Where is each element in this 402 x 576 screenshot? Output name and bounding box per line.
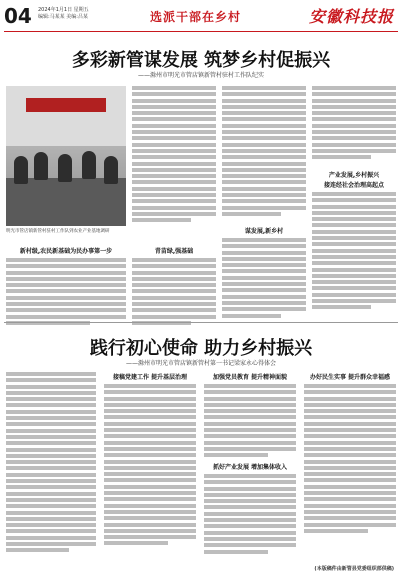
article1-subhead-4: 产业发展,乡村振兴 (328, 172, 380, 179)
article2-column-1 (6, 372, 96, 555)
article2-column-2 (104, 384, 196, 548)
article-divider (4, 322, 398, 323)
article1-column-1 (6, 258, 126, 327)
article2-subhead-2: 加强党员教育 提升精神面貌 (212, 374, 288, 381)
article2-subhead-1: 接稿党建工作 提升基层治理 (112, 374, 188, 381)
article1-subhead-5: 接连经社会治理高起点 (323, 182, 384, 189)
page-number: 04 (4, 4, 32, 28)
article2-headline: 践行初心使命 助力乡村振兴 (89, 338, 313, 359)
article1-column-4 (312, 86, 396, 162)
article1-column-2 (132, 86, 216, 225)
article2-column-3 (204, 384, 296, 460)
header-divider (4, 31, 398, 32)
article2-subhead-3: 抓好产业发展 增加集体收入 (212, 464, 288, 471)
section-title: 选派干部在乡村 (150, 10, 242, 24)
issue-date: 2024年1月1日 星期五 (38, 7, 89, 13)
article1-byline: ——滁州市明光市管店镇新管村驻村工作队纪实 (137, 72, 264, 79)
issue-meta (38, 7, 89, 21)
article2-column-3b (204, 474, 296, 556)
article2-footnote: (本版稿件由新管县党委组织部供稿) (314, 566, 394, 572)
article1-column-3b (222, 238, 306, 320)
article1-column-4b (312, 192, 396, 312)
page-header (0, 0, 402, 30)
article1-subhead-2: 青苗绿,强基础 (154, 248, 194, 255)
article1-photo (6, 86, 126, 226)
article1-headline: 多彩新管谋发展 筑梦乡村促振兴 (71, 50, 331, 71)
article2-byline: ——滁州市明光市管店镇新管村第一书记梁家永心得体会 (125, 360, 276, 367)
article1-column-3 (222, 86, 306, 218)
newspaper-brand: 安徽科技报 (308, 7, 394, 26)
article1-subhead-3: 谋发展,新乡村 (244, 228, 284, 235)
photo-caption: 明光市管店镇新管村驻村工作队到农业产业基地调研 (6, 229, 110, 234)
article1-subhead-1: 新村级,农民新基础为民办事第一步 (19, 248, 113, 255)
article2-subhead-4: 办好民生实事 提升群众幸福感 (309, 374, 391, 381)
article1-column-2b (132, 258, 216, 327)
editor-line: 编辑:马某某 美编:吕某 (38, 14, 88, 20)
article2-column-4 (304, 384, 396, 535)
